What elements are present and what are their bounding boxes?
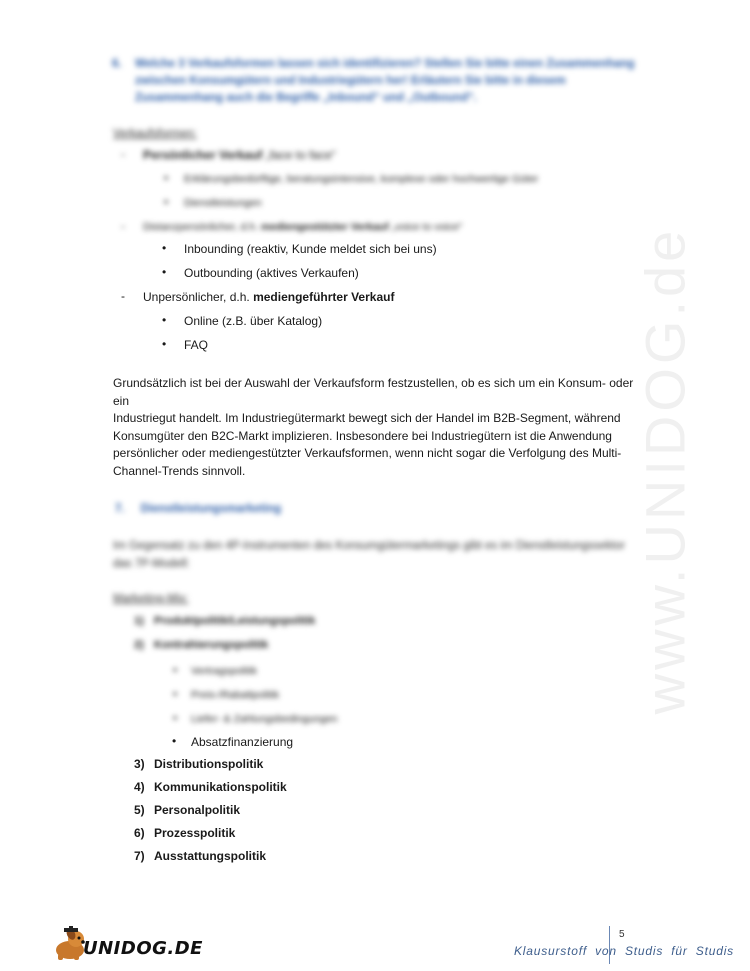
mix-item-number: 4): [134, 780, 145, 794]
question-6-heading: [112, 56, 655, 107]
bullet-glyph: •: [162, 241, 167, 255]
question-7-intro-line: Im Gegensatz zu den 4P-Instrumenten des Konsumgütermarketings gibt es im Dienstleistungssektor: [113, 540, 625, 552]
mix-item: [134, 803, 240, 817]
mix-item: [134, 639, 268, 651]
watermark-text: www.UNIDOG.de: [633, 226, 697, 714]
mix-item-number: 7): [134, 849, 145, 863]
mix-item-number: 2): [134, 639, 144, 651]
mix-item: [134, 826, 235, 840]
form-personal-bullet-2: Dienstleistungen: [184, 197, 262, 209]
form-media-prefix: Distanzpersönlicher, d.h.: [143, 221, 261, 233]
mix-item: [134, 780, 287, 794]
bullet-glyph: •: [162, 313, 167, 327]
mix-item-number: 3): [134, 757, 145, 771]
mix-item-number: 6): [134, 826, 145, 840]
form-personal-bold: Persönlicher Verkauf: [143, 148, 263, 162]
body-paragraph: [113, 375, 643, 481]
bullet-glyph: •: [162, 337, 167, 351]
kontrahierung-bullet: Preis-/Rabattpolitik: [191, 689, 280, 701]
mix-item-label: Kontrahierungspolitik: [154, 639, 269, 651]
paragraph-line: persönlicher oder mediengestützter Verkaufsformen, wenn nicht sogar die Verfolgung des Multi-: [113, 446, 622, 461]
kontrahierung-bullet: Absatzfinanzierung: [191, 735, 294, 749]
bullet-glyph: •: [173, 663, 178, 677]
mix-item: [134, 757, 263, 771]
form-impersonal-prefix: Unpersönlicher, d.h.: [143, 290, 254, 304]
form-personal-label: [143, 147, 336, 163]
form-personal-bullet-1: Erklärungsbedürftige, beratungsintensive, komplexe oder hochwertige Güter: [184, 173, 539, 185]
bullet-glyph: •: [162, 265, 167, 279]
marketing-mix-label: Marketing-Mix:: [113, 593, 189, 605]
bullet-glyph: •: [172, 734, 177, 748]
form-media-bullet-2: Outbounding (aktives Verkaufen): [184, 266, 359, 280]
mix-item-label: Personalpolitik: [154, 803, 241, 817]
paragraph-line: Industriegut handelt. Im Industriegütermarkt bewegt sich der Handel im B2B-Segment, während: [113, 411, 621, 426]
bullet-glyph: •: [173, 711, 178, 725]
kontrahierung-bullet: Vertragspolitik: [191, 665, 257, 677]
form-media-bold: mediengestützter Verkauf: [260, 221, 389, 233]
mix-item-number: 1): [134, 615, 144, 627]
form-impersonal-label: [143, 289, 394, 305]
question-7-heading: [115, 503, 281, 515]
mix-item-label: Produktpolitik/Leistungspolitik: [154, 615, 316, 627]
question-7-title: Dienstleistungsmarketing: [140, 503, 282, 515]
mix-item-label: Prozesspolitik: [154, 826, 236, 840]
mix-item: [134, 615, 315, 627]
form-impersonal-dash: -: [121, 289, 125, 303]
paragraph-line: Channel-Trends sinnvoll.: [113, 463, 246, 478]
form-media-label: [143, 219, 462, 235]
paragraph-line: Konsumgüter den B2C-Markt implizieren. Insbesondere bei Industriegütern ist die Anwendung: [113, 428, 612, 443]
paragraph-line: Grundsätzlich ist bei der Auswahl der Verkaufsform festzustellen, ob es sich um ein Konsum- oder ein: [113, 376, 634, 408]
question-7-intro: [113, 537, 643, 573]
kontrahierung-bullet: Liefer- & Zahlungsbedingungen: [191, 713, 338, 725]
watermark: [610, 226, 720, 714]
bullet-glyph: •: [164, 195, 169, 209]
question-6-number: 6.: [112, 58, 122, 70]
form-media-dash: -: [121, 219, 125, 233]
form-personal-dash: -: [121, 147, 125, 161]
question-6-text: Welche 3 Verkaufsformen lassen sich identifizieren? Stellen Sie bitte einen Zusammenhang zwischen Konsumgütern und Industriegütern her! Erläutern Sie bitte in diesem Zusammenhang auch die Begriffe „Inbound“ und „Outbound“.: [135, 58, 635, 104]
question-7-number: 7.: [115, 503, 125, 515]
footer-brand: UNIDOG.DE: [83, 938, 203, 959]
mix-item-label: Ausstattungspolitik: [154, 849, 267, 863]
verkaufsformen-label: Verkaufsformen:: [113, 128, 197, 140]
footer-tagline: Klausurstoff von Studis für Studis: [514, 944, 734, 958]
bullet-glyph: •: [173, 687, 178, 701]
page-number: 5: [619, 929, 625, 940]
footer-logo: [50, 924, 203, 964]
bullet-glyph: •: [164, 171, 169, 185]
form-impersonal-bullet-2: FAQ: [184, 338, 209, 352]
form-personal-suffix: „face to face“: [262, 148, 336, 162]
form-impersonal-bold: mediengeführter Verkauf: [253, 290, 395, 304]
question-7-intro-line: das 7P-Modell:: [113, 558, 190, 570]
form-impersonal-bullet-1: Online (z.B. über Katalog): [184, 314, 323, 328]
mix-item-label: Distributionspolitik: [154, 757, 264, 771]
mix-item-label: Kommunikationspolitik: [154, 780, 287, 794]
form-media-suffix: „voice to voice“: [388, 221, 463, 233]
form-media-bullet-1: Inbounding (reaktiv, Kunde meldet sich bei uns): [184, 242, 437, 256]
mix-item: [134, 849, 266, 863]
mix-item-number: 5): [134, 803, 145, 817]
